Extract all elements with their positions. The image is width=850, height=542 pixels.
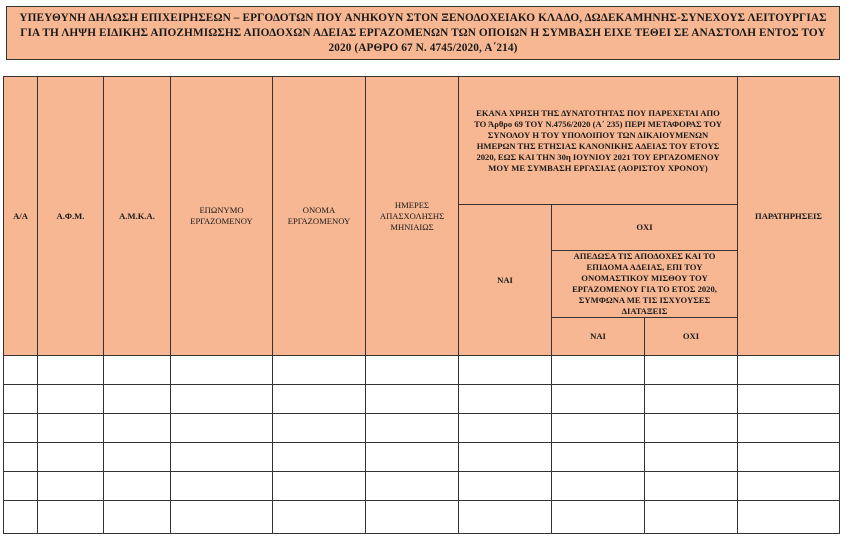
- table-cell-used-yes[interactable]: [458, 384, 552, 414]
- table-cell-paid-no[interactable]: [644, 471, 738, 501]
- table-cell-paid-yes[interactable]: [551, 413, 645, 443]
- table-cell-remarks[interactable]: [737, 413, 840, 443]
- header-amka: [103, 76, 171, 356]
- header-no: [551, 204, 738, 251]
- header-surname-label: ΕΠΩΝΥΜΟ ΕΡΓΑΖΟΜΕΝΟΥ: [190, 205, 253, 226]
- table-cell-paid-yes[interactable]: [551, 500, 645, 534]
- table-cell-afm[interactable]: [37, 471, 104, 501]
- table-cell-used-yes[interactable]: [458, 442, 552, 472]
- header-paid-no-label: ΟΧΙ: [682, 331, 700, 341]
- header-paid-no: [644, 317, 738, 356]
- header-aa: [3, 76, 38, 356]
- table-cell-days[interactable]: [365, 442, 459, 472]
- table-cell-days[interactable]: [365, 355, 459, 385]
- table-cell-remarks[interactable]: [737, 384, 840, 414]
- table-cell-name[interactable]: [272, 442, 366, 472]
- header-no-label: ΟΧΙ: [636, 222, 653, 232]
- table-cell-remarks[interactable]: [737, 442, 840, 472]
- header-surname: [170, 76, 273, 356]
- table-cell-afm[interactable]: [37, 413, 104, 443]
- table-cell-surname[interactable]: [170, 442, 273, 472]
- table-cell-afm[interactable]: [37, 442, 104, 472]
- header-yes: [458, 204, 552, 356]
- table-cell-remarks[interactable]: [737, 355, 840, 385]
- form-title-text: ΥΠΕΥΘΥΝΗ ΔΗΛΩΣΗ ΕΠΙΧΕΙΡΗΣΕΩΝ – ΕΡΓΟΔΟΤΩΝ ΠΟΥ ΑΝΗΚΟΥΝ ΣΤΟΝ ΞΕΝΟΔΟΧΕΙΑΚΟ ΚΛΑΔΟ, ΔΩΔΕΚΑΜΗΝΗΣ-ΣΥΝΕΧΟΥΣ ΛΕΙΤΟΥΡΓΙΑΣ ΓΙΑ ΤΗ ΛΗΨΗ ΕΙΔΙΚΗΣ ΑΠΟΖΗΜΙΩΣΗΣ ΑΠΟΔΟΧΩΝ ΑΔΕΙΑΣ ΕΡΓΑΖΟΜΕΝΩΝ ΤΩΝ ΟΠΟΙΩΝ Η ΣΥΜΒΑΣΗ ΕΙΧΕ ΤΕΘΕΙ ΣΕ ΑΝΑΣΤΟΛΗ ΕΝΤΟΣ ΤΟΥ 2020 (ΑΡΘΡΟ 67 Ν. 4745/2020, Α΄214): [19, 11, 827, 54]
- table-cell-days[interactable]: [365, 471, 459, 501]
- table-cell-amka[interactable]: [103, 471, 171, 501]
- header-used-option-label: ΕΚΑΝΑ ΧΡΗΣΗ ΤΗΣ ΔΥΝΑΤΟΤΗΤΑΣ ΠΟΥ ΠΑΡΕΧΕΤΑΙ ΑΠΟ ΤΟ Άρθρο 69 ΤΟΥ Ν.4756/2020 (Α΄ 235) ΠΕΡΙ ΜΕΤΑΦΟΡΑΣ ΤΟΥ ΣΥΝΟΛΟΥ Η ΤΟΥ ΥΠΟΛΟΙΠΟΥ ΤΩΝ ΔΙΚΑΙΟΥΜΕΝΩΝ ΗΜΕΡΩΝ ΤΗΣ ΕΤΗΣΙΑΣ ΚΑΝΟΝΙΚΗΣ ΑΔΕΙΑΣ ΤΟΥ ΕΤΟΥΣ 2020, ΕΩΣ ΚΑΙ ΤΗΝ 30η ΙΟΥΝΙΟΥ 2021 ΤΟΥ ΕΡΓΑΖΟΜΕΝΟΥ ΜΟΥ ΜΕ ΣΥΜΒΑΣΗ ΕΡΓΑΣΙΑΣ (ΑΟΡΙΣΤΟΥ ΧΡΟΝΟΥ): [474, 107, 722, 173]
- table-cell-used-yes[interactable]: [458, 500, 552, 534]
- table-cell-paid-yes[interactable]: [551, 355, 645, 385]
- header-aa-label: Α/Α: [13, 210, 28, 221]
- table-cell-amka[interactable]: [103, 500, 171, 534]
- table-cell-amka[interactable]: [103, 413, 171, 443]
- table-cell-days[interactable]: [365, 500, 459, 534]
- table-cell-used-yes[interactable]: [458, 355, 552, 385]
- table-cell-afm[interactable]: [37, 384, 104, 414]
- table-cell-remarks[interactable]: [737, 500, 840, 534]
- table-cell-name[interactable]: [272, 471, 366, 501]
- table-cell-surname[interactable]: [170, 500, 273, 534]
- table-cell-remarks[interactable]: [737, 471, 840, 501]
- table-cell-aa[interactable]: [3, 355, 38, 385]
- table-cell-paid-no[interactable]: [644, 413, 738, 443]
- table-cell-surname[interactable]: [170, 355, 273, 385]
- table-cell-aa[interactable]: [3, 442, 38, 472]
- table-cell-name[interactable]: [272, 413, 366, 443]
- header-paid-yes: [551, 317, 645, 356]
- table-cell-name[interactable]: [272, 384, 366, 414]
- table-cell-paid-no[interactable]: [644, 442, 738, 472]
- header-name: [272, 76, 366, 356]
- header-amka-label: Α.Μ.Κ.Α.: [119, 210, 155, 221]
- table-cell-name[interactable]: [272, 500, 366, 534]
- table-cell-aa[interactable]: [3, 413, 38, 443]
- table-cell-paid-yes[interactable]: [551, 384, 645, 414]
- header-paid-yes-label: ΝΑΙ: [590, 331, 606, 341]
- table-cell-aa[interactable]: [3, 384, 38, 414]
- table-cell-amka[interactable]: [103, 355, 171, 385]
- table-cell-aa[interactable]: [3, 500, 38, 534]
- table-cell-used-yes[interactable]: [458, 471, 552, 501]
- table-cell-paid-yes[interactable]: [551, 442, 645, 472]
- header-days: [365, 76, 459, 356]
- header-remarks: [737, 76, 840, 356]
- table-cell-amka[interactable]: [103, 384, 171, 414]
- table-cell-paid-no[interactable]: [644, 384, 738, 414]
- table-cell-paid-no[interactable]: [644, 500, 738, 534]
- table-cell-paid-yes[interactable]: [551, 471, 645, 501]
- table-cell-afm[interactable]: [37, 355, 104, 385]
- header-paid-allowance: [551, 250, 738, 318]
- table-cell-paid-no[interactable]: [644, 355, 738, 385]
- table-cell-surname[interactable]: [170, 384, 273, 414]
- header-name-label: ΟΝΟΜΑ ΕΡΓΑΖΟΜΕΝΟΥ: [287, 205, 351, 226]
- table-cell-surname[interactable]: [170, 413, 273, 443]
- header-yes-label: ΝΑΙ: [497, 274, 513, 285]
- header-paid-allowance-label: ΑΠΕΔΩΣΑ ΤΙΣ ΑΠΟΔΟΧΕΣ ΚΑΙ ΤΟ ΕΠΙΔΟΜΑ ΑΔΕΙΑΣ, ΕΠΙ ΤΟΥ ΟΝΟΜΑΣΤΙΚΟΥ ΜΙΣΘΟΥ ΤΟΥ ΕΡΓΑΖΟΜΕΝΟΥ ΓΙΑ ΤΟ ΕΤΟΣ 2020, ΣΥΜΦΩΝΑ ΜΕ ΤΙΣ ΙΣΧΥΟΥΣΕΣ ΔΙΑΤΑΞΕΙΣ: [572, 251, 717, 316]
- header-remarks-label: ΠΑΡΑΤΗΡΗΣΕΙΣ: [755, 210, 822, 221]
- table-cell-days[interactable]: [365, 413, 459, 443]
- header-afm-label: Α.Φ.Μ.: [56, 210, 85, 221]
- table-cell-name[interactable]: [272, 355, 366, 385]
- table-cell-amka[interactable]: [103, 442, 171, 472]
- table-cell-aa[interactable]: [3, 471, 38, 501]
- header-used-option: [458, 76, 738, 205]
- header-afm: [37, 76, 104, 356]
- form-title: [6, 6, 840, 60]
- table-cell-days[interactable]: [365, 384, 459, 414]
- table-cell-surname[interactable]: [170, 471, 273, 501]
- table-cell-used-yes[interactable]: [458, 413, 552, 443]
- header-days-label: ΗΜΕΡΕΣ ΑΠΑΣΧΟΛΗΣΗΣ ΜΗΝΙΑΙΩΣ: [379, 199, 445, 232]
- table-cell-afm[interactable]: [37, 500, 104, 534]
